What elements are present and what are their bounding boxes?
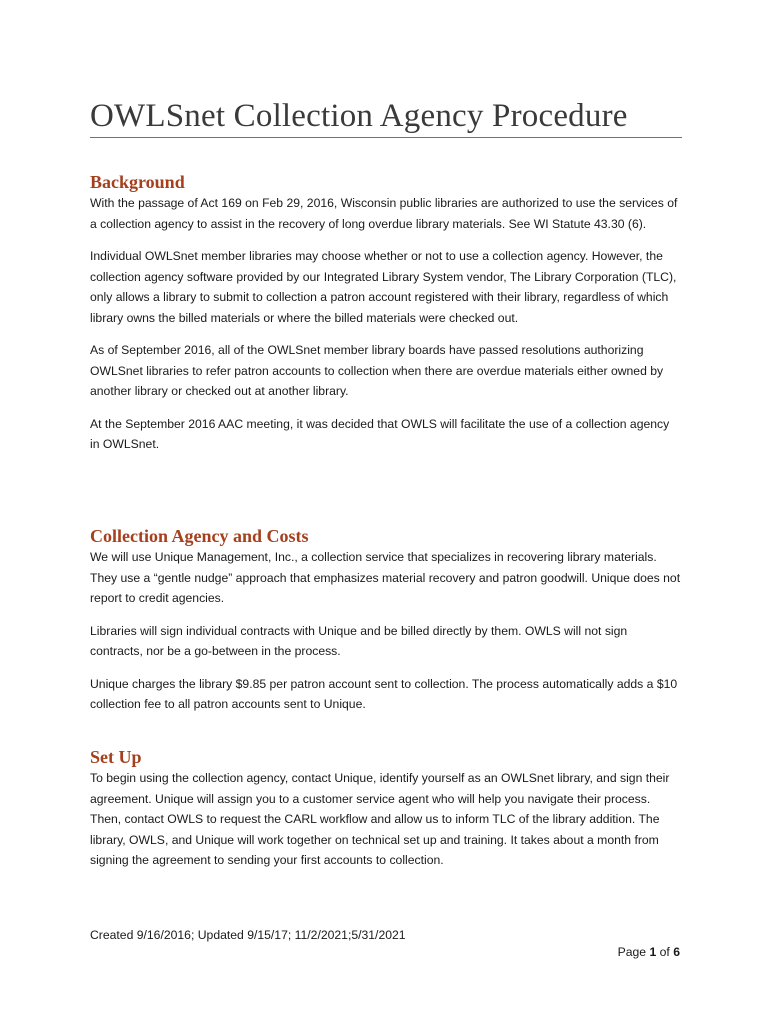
section-heading: Collection Agency and Costs bbox=[90, 526, 309, 546]
paragraph: Libraries will sign individual contracts with Unique and be billed directly by them. OWLS will not sign contracts, nor be a go-between in the process. bbox=[90, 623, 628, 658]
page-label: Page bbox=[617, 945, 647, 959]
title-underline bbox=[90, 137, 682, 138]
paragraph: With the passage of Act 169 on Feb 29, 2016, Wisconsin public libraries are authorized to use the services of a collection agency to assist in the recovery of long overdue library materials. See WI Statute 43.30 (6). bbox=[90, 196, 678, 231]
section-background bbox=[90, 171, 682, 455]
page-current: 1 bbox=[649, 945, 657, 959]
paragraph: Individual OWLSnet member libraries may choose whether or not to use a collection agency. However, the collection agency software provided by our Integrated Library System vendor, The Library Corporation (TLC), only allows a library to submit to collection a patron account registered with their library, regardless of which library owns the billed materials or where the billed materials were checked out. bbox=[90, 249, 677, 325]
section-collection-agency-and-costs bbox=[90, 525, 682, 715]
paragraph: To begin using the collection agency, contact Unique, identify yourself as an OWLSnet library, and sign their agreement. Unique will assign you to a customer service agent who will help you navigate their process. Then, contact OWLS to request the CARL workflow and allow us to inform TLC of the library addition. The library, OWLS, and Unique will work together on technical set up and training. It takes about a month from signing the agreement to sending your first accounts to collection. bbox=[90, 771, 670, 867]
page-of-label: of bbox=[659, 945, 670, 959]
paragraph: As of September 2016, all of the OWLSnet member library boards have passed resolutions authorizing OWLSnet libraries to refer patron accounts to collection when there are overdue materials either owned by another library or checked out at another library. bbox=[90, 343, 664, 398]
page-total: 6 bbox=[673, 945, 680, 959]
page-number bbox=[618, 944, 680, 960]
page-title: OWLSnet Collection Agency Procedure bbox=[90, 98, 628, 134]
paragraph: Unique charges the library $9.85 per patron account sent to collection. The process automatically adds a $10 collection fee to all patron accounts sent to Unique. bbox=[90, 676, 678, 711]
footer-created-date: Created 9/16/2016; Updated 9/15/17; 11/2/2021;5/31/2021 bbox=[90, 928, 406, 942]
paragraph: We will use Unique Management, Inc., a collection service that specializes in recovering library materials. They use a “gentle nudge” approach that emphasizes material recovery and patron goodwill. Unique does not report to credit agencies. bbox=[90, 550, 681, 605]
section-set-up bbox=[90, 746, 682, 871]
paragraph: At the September 2016 AAC meeting, it was decided that OWLS will facilitate the use of a collection agency in OWLSnet. bbox=[90, 416, 670, 451]
section-heading: Set Up bbox=[90, 747, 142, 767]
section-heading: Background bbox=[90, 172, 185, 192]
